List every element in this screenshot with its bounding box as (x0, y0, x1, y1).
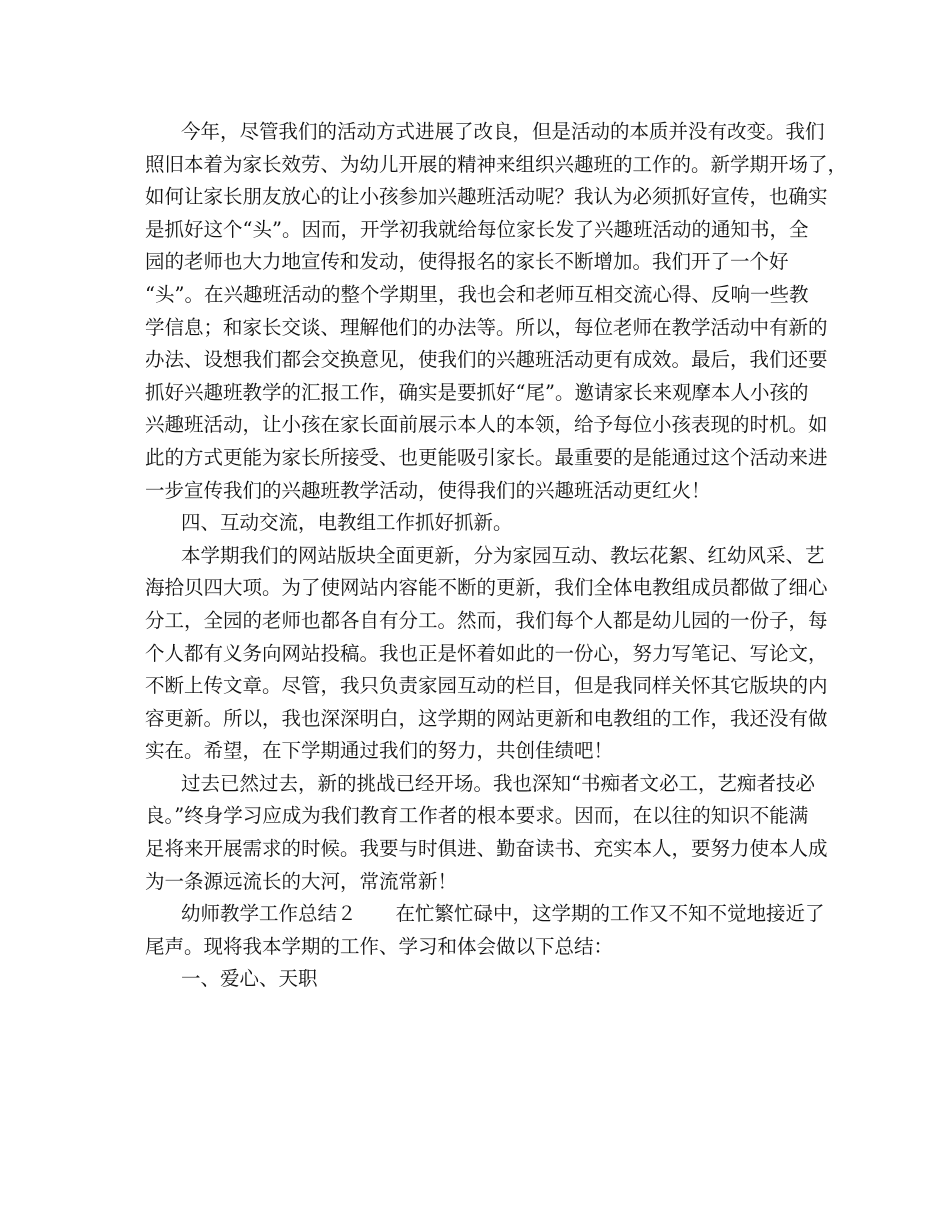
text-line: 为一条源远流长的大河，常流常新！ (145, 869, 458, 893)
text-line: 幼师教学工作总结２ 在忙繁忙碌中，这学期的工作又不知不觉地接近了 (181, 902, 825, 926)
text-line: 是抓好这个“头”。因而，开学初我就给每位家长发了兴趣班活动的通知书，全 (145, 217, 809, 241)
text-line: 实在。希望，在下学期通过我们的努力，共创佳绩吧！ (145, 739, 614, 763)
text-line: 抓好兴趣班教学的汇报工作，确实是要抓好“尾”。邀请家长来观摩本人小孩的 (145, 380, 809, 404)
text-line: 一、爱心、天职 (181, 967, 318, 991)
text-line: 如何让家长朋友放心的让小孩参加兴趣班活动呢？我认为必须抓好宣传，也确实 (145, 185, 828, 209)
text-line: 今年，尽管我们的活动方式进展了改良，但是活动的本质并没有改变。我们 (181, 120, 825, 143)
text-line: 足将来开展需求的时候。我要与时俱进、勤奋读书、充实本人，要努力使本人成 (145, 837, 828, 861)
document-body (145, 116, 848, 996)
text-line: “头”。在兴趣班活动的整个学期里，我也会和老师互相交流心得、反响一些教 (145, 282, 809, 306)
text-line: 个人都有义务向网站投稿。我也正是怀着如此的一份心，努力写笔记、写论文， (145, 641, 828, 665)
text-line: 一步宣传我们的兴趣班教学活动，使得我们的兴趣班活动更红火！ (145, 478, 711, 502)
text-line: 此的方式更能为家长所接受、也更能吸引家长。最重要的是能通过这个活动来进 (145, 445, 828, 469)
text-line: 容更新。所以，我也深深明白，这学期的网站更新和电教组的工作，我还没有做 (145, 706, 828, 730)
text-line: 园的老师也大力地宣传和发动，使得报名的家长不断增加。我们开了一个好 (145, 250, 789, 274)
text-line: 分工，全园的老师也都各自有分工。然而，我们每个人都是幼儿园的一份子，每 (145, 608, 828, 632)
text-line: 学信息；和家长交谈、理解他们的办法等。所以，每位老师在教学活动中有新的 (145, 315, 828, 339)
text-line: 兴趣班活动，让小孩在家长面前展示本人的本领，给予每位小孩表现的时机。如 (145, 413, 828, 437)
text-line: 良。”终身学习应成为我们教育工作者的根本要求。因而，在以往的知识不能满 (145, 804, 809, 828)
text-line: 办法、设想我们都会交换意见，使我们的兴趣班活动更有成效。最后，我们还要 (145, 348, 828, 372)
text-line: 过去已然过去，新的挑战已经开场。我也深知“书痴者文必工，艺痴者技必 (181, 771, 815, 795)
text-line: 尾声。现将我本学期的工作、学习和体会做以下总结： (145, 934, 614, 958)
text-line: 四、互动交流，电教组工作抓好抓新。 (181, 511, 513, 535)
text-line: 本学期我们的网站版块全面更新，分为家园互动、教坛花絮、红幼风采、艺 (181, 543, 825, 567)
text-line: 海拾贝四大项。为了使网站内容能不断的更新，我们全体电教组成员都做了细心 (145, 576, 828, 600)
text-line: 照旧本着为家长效劳、为幼儿开展的精神来组织兴趣班的工作的。新学期开场了， (145, 152, 848, 176)
text-line: 不断上传文章。尽管，我只负责家园互动的栏目，但是我同样关怀其它版块的内 (145, 674, 828, 698)
